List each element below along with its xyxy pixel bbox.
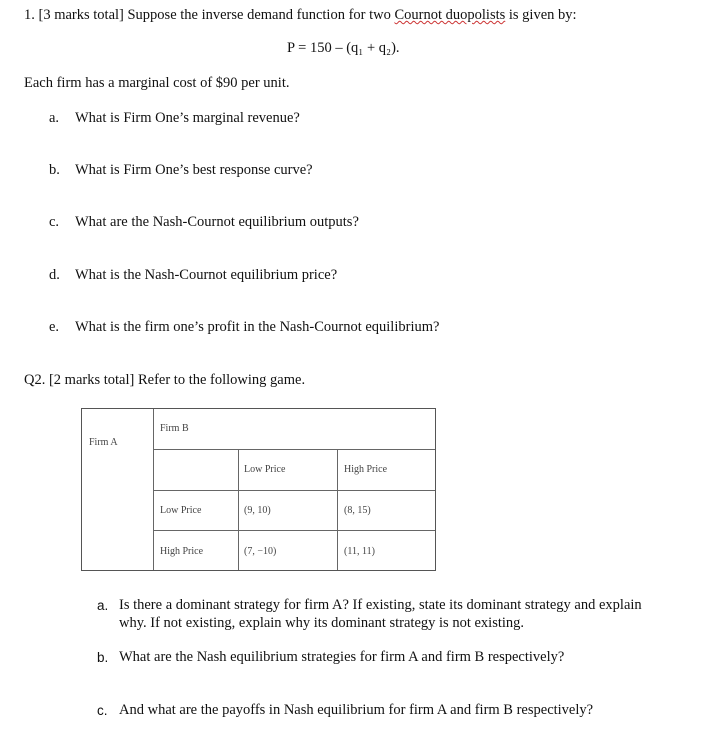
q1-part-c <box>49 214 59 231</box>
q1-part-label: b. <box>49 162 60 178</box>
table-divider <box>337 449 338 570</box>
row-header-high-price: High Price <box>160 546 204 557</box>
q1-part-d-text: What is the Nash-Cournot equilibrium price? <box>75 267 338 283</box>
q1-cost-note: Each firm has a marginal cost of $90 per unit. <box>24 75 290 91</box>
q1-part-e-text: What is the firm one’s profit in the Nash-Cournot equilibrium? <box>75 319 440 335</box>
table-divider <box>153 490 435 491</box>
payoff-cell: (9, 10) <box>244 505 271 516</box>
q2-part-b-line1: What are the Nash equilibrium strategies for firm A and firm B respectively? <box>119 649 565 665</box>
payoff-cell: (7, −10) <box>244 546 277 557</box>
q1-intro-suffix: is given by: <box>505 7 577 23</box>
q1-equation: P = 150 – (q₁ + q₂). <box>287 40 400 56</box>
q2-part-label: a. <box>97 598 109 613</box>
q1-part-b-text: What is Firm One’s best response curve? <box>75 162 313 178</box>
q2-intro: Q2. [2 marks total] Refer to the following game. <box>24 372 306 388</box>
q1-intro-link: Cournot duopolists <box>394 7 506 23</box>
q2-part-label: b. <box>97 650 109 665</box>
table-divider <box>153 530 435 531</box>
q2-part-c-line1: And what are the payoffs in Nash equilibrium for firm A and firm B respectively? <box>119 702 594 718</box>
firm-a-label: Firm A <box>89 437 118 448</box>
q1-part-b <box>49 162 60 179</box>
payoff-cell: (8, 15) <box>344 505 371 516</box>
q2-part-label: c. <box>97 703 108 718</box>
q1-intro-prefix: 1. [3 marks total] Suppose the inverse demand function for two <box>24 7 395 23</box>
q1-part-c-text: What are the Nash-Cournot equilibrium outputs? <box>75 214 359 230</box>
q2-part-a-line1: Is there a dominant strategy for firm A? If existing, state its dominant strategy and explain <box>119 597 642 613</box>
firm-b-label: Firm B <box>160 423 189 434</box>
table-divider <box>153 449 435 450</box>
payoff-cell: (11, 11) <box>344 546 375 557</box>
q1-part-e <box>49 319 59 336</box>
q1-part-a <box>49 110 59 127</box>
q1-part-label: c. <box>49 214 60 230</box>
table-divider <box>238 449 239 570</box>
q1-part-d <box>49 267 60 284</box>
col-header-low-price: Low Price <box>244 464 286 475</box>
q1-part-label: d. <box>49 267 60 283</box>
payoff-table <box>81 408 436 571</box>
q1-intro <box>24 7 577 24</box>
q1-part-label: a. <box>49 110 60 126</box>
q1-part-a-text: What is Firm One’s marginal revenue? <box>75 110 300 126</box>
col-header-high-price: High Price <box>344 464 388 475</box>
q2-part-a-line2: why. If not existing, explain why its dominant strategy is not existing. <box>119 615 525 631</box>
row-header-low-price: Low Price <box>160 505 202 516</box>
q1-part-label: e. <box>49 319 60 335</box>
